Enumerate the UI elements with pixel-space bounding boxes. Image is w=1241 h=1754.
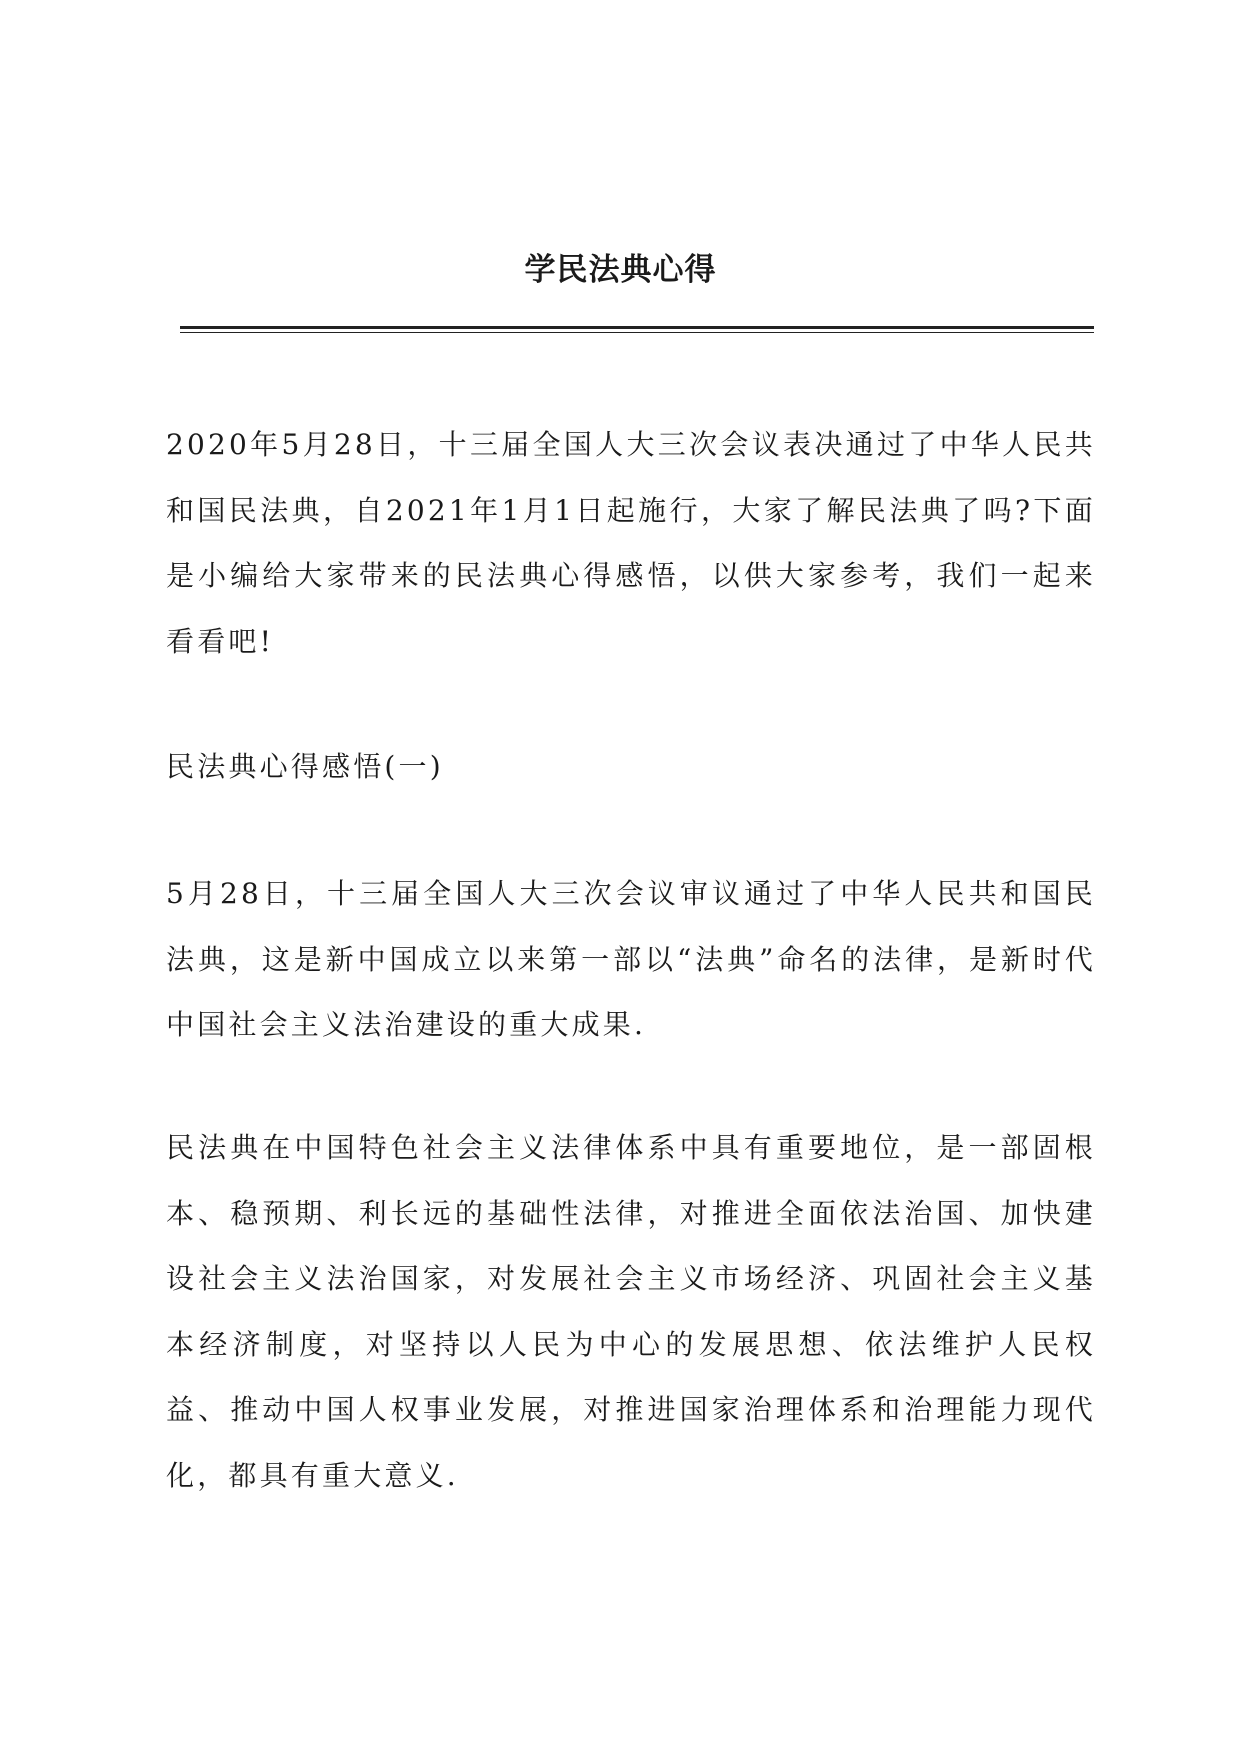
intro-paragraph: 2020年5月28日，十三届全国人大三次会议表决通过了中华人民共和国民法典，自2021年1月1日起施行，大家了解民法典了吗?下面是小编给大家带来的民法典心得感悟，以供大家参考，我们一起来看看吧! xyxy=(166,428,1096,658)
title-divider-thick xyxy=(180,326,1094,329)
body-paragraph: 民法典在中国特色社会主义法律体系中具有重要地位，是一部固根本、稳预期、利长远的基础性法律，对推进全面依法治国、加快建设社会主义法治国家，对发展社会主义市场经济、巩固社会主义基本经济制度，对坚持以人民为中心的发展思想、依法维护人民权益、推动中国人权事业发展，对推进国家治理体系和治理能力现代化，都具有重大意义. xyxy=(166,1131,1096,1492)
body-paragraph: 5月28日，十三届全国人大三次会议审议通过了中华人民共和国民法典，这是新中国成立以来第一部以“法典”命名的法律，是新时代中国社会主义法治建设的重大成果. xyxy=(166,877,1096,1041)
section-heading: 民法典心得感悟(一) xyxy=(166,750,444,783)
document-title: 学民法典心得 xyxy=(524,252,717,288)
title-divider-thin xyxy=(180,332,1094,333)
